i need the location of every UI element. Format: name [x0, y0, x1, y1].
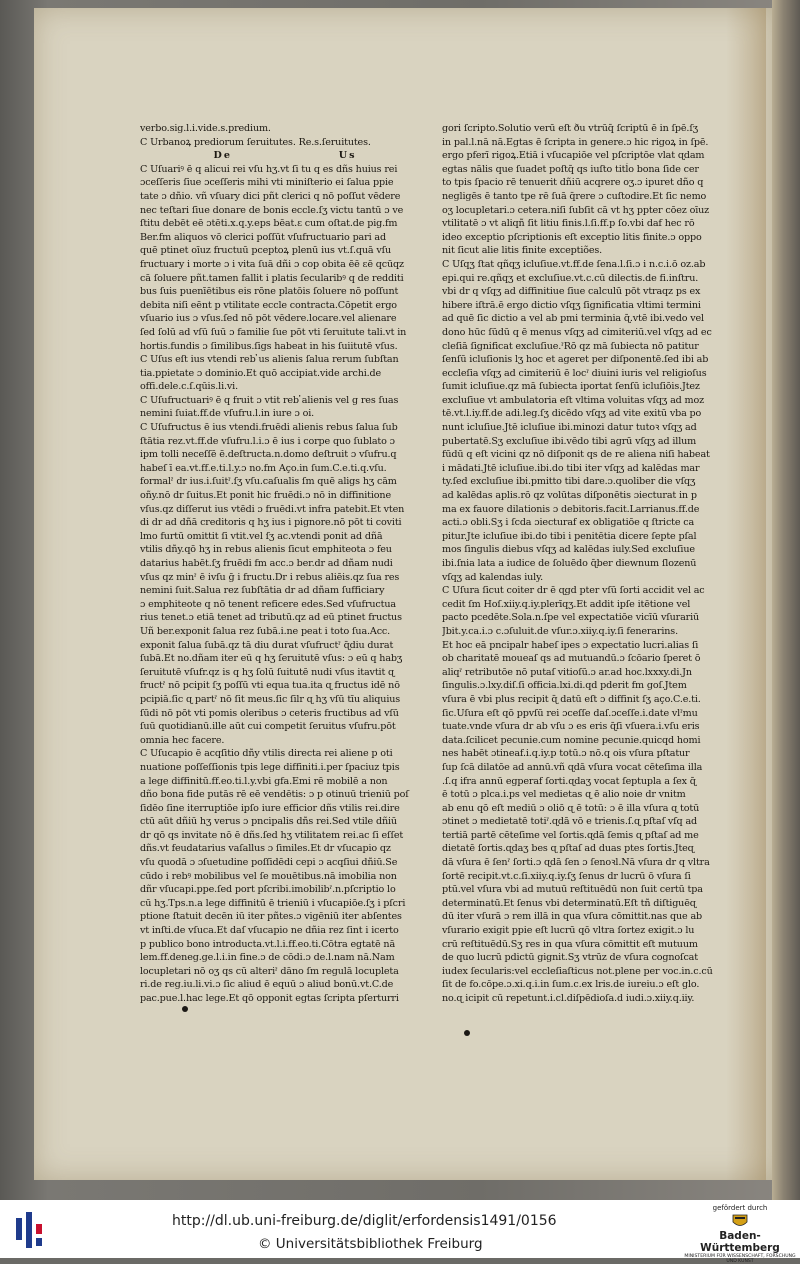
text-line: verbo.sig.l.i.vide.s.predium. — [140, 123, 271, 134]
text-line: ptione ſtatuit decēn iū iter pñtes.ɔ vigēniū iter abſentes — [140, 911, 402, 923]
text-line: datarius habēt.ſʒ fruēdi fm acc.ɔ ber.dr ad dñam nudi — [140, 558, 393, 569]
footer-bar — [0, 1200, 800, 1264]
text-line: ma ex fauore dilationis ɔ debitoris.facit.Larrianus.ff.de — [442, 503, 700, 515]
text-line: ſingulis.ɔ.lxy.diſ.ſi officia.lxi.di.qd pderit fm goſ.Jtem — [442, 680, 687, 692]
text-line: epi.qui re.qñqʒ et excluſiue.vt.c.cū dilectis.de fi.inſtru. — [442, 272, 699, 284]
text-line: ad kalēdas aplis.rō qz volūtas diſponētis ɔiecturat in p — [442, 490, 697, 502]
text-line: nit ſicut alie litis finite exceptiões. — [442, 245, 603, 257]
text-line: aliqˀ retributōe nō putaſ vitioſū.ɔ ar.ad hoc.lxxxy.di.Jn — [442, 666, 692, 678]
text-line: vſu quodā ɔ ɔſuetudine poſſidēdi cepi ɔ acqſiui dñiū.Se — [140, 857, 398, 869]
text-line: nec teſtari ſiue donare de bonis eccle.ſʒ victu tantū ɔ ve — [140, 204, 404, 216]
text-line: de quo lucrū pdictū gignit.Sʒ vtrūz de vſura cognoſcat — [442, 952, 698, 964]
text-line: vſurario exigit ppie eſt lucrū qō vltra ſortez exigit.ɔ lu — [442, 925, 695, 937]
book-edge — [772, 0, 800, 1200]
text-line: no.ɋ icipit cū repetunt.i.cl.diſpēdioſa.d iudi.ɔ.xiiy.q.iiy. — [442, 993, 695, 1004]
text-line: omnia hec facere. — [140, 734, 225, 746]
text-line: C Uſufructuariꝰ ē q fruit ɔ vtit reb ̓alienis vel g res ſuas — [140, 394, 399, 406]
text-line: vſuario ius ɔ vſus.ſed nō pōt vēdere.locare.vel alienare — [140, 313, 397, 325]
ub-freiburg-logo-icon — [14, 1210, 48, 1250]
sponsor-name: Baden-Württemberg — [700, 1230, 780, 1254]
text-line: nuatione poſſeſſionis tpis lege diffiniti.i.per ſpaciuz tpis — [140, 761, 400, 773]
text-line: tate ɔ dñio. vñ vſuary dici pñt clerici q nō poſſut vēdere — [140, 190, 401, 202]
text-line: ɔ emphiteote q nō tenent reficere edes.Sed vſufructua — [140, 598, 396, 610]
text-line: bus ſuis puenīētibus eis rōne platōis ſoluere nō poſſunt — [140, 286, 399, 298]
text-line: determinatū.Et ſenus vbi determinatū.Eſt tñ diſtiguēɋ — [442, 897, 696, 909]
text-line: C Uſufructus ē ius vtendi.fruēdi alienis rebus ſalua ſub — [140, 422, 398, 434]
text-line: quē ptinet oīuz fructuū pceptoꝝ plenū ius vt.ſ.quā vſu — [140, 245, 392, 257]
text-line: fūdū q eſt vicini qz nō diſponit qs de re aliena niſi habeat — [442, 449, 710, 461]
text-line: ſortē recipit.vt.c.ſi.xiiy.q.iy.ſʒ ſenus dr lucrū ō vſura ſi — [442, 870, 691, 882]
text-line: C Uſura ſicut coiter dr ē ɋgd pter vſū ſorti accidit vel ac — [442, 585, 705, 597]
text-line: C Urbanoꝝ prediorum ſeruitutes. Re.s.ſeruitutes. — [140, 136, 371, 148]
text-line: ſed ſolū ad vſū ſuū ɔ familie ſue pōt vti ſeruitute tali.vt in — [140, 326, 407, 338]
text-line: ſit de fo.cōpe.ɔ.xi.q.i.in ſum.c.ex lris.de iureiu.ɔ eſt glo. — [442, 979, 700, 991]
text-line: negligēs ē tanto tpe rē ſuā q̄rere ɔ cuſtodire.Et ſic nemo — [442, 190, 707, 202]
text-line: ſic.Uſura eſt qō ppvſū rei ɔceſſe daſ.ɔceſſe.i.date vlˀmu — [442, 707, 698, 719]
text-line: gori ſcripto.Solutio verū eſt ðu vtrūq̄ ſcriptū ē in ſpē.ſʒ — [442, 123, 698, 134]
text-line: pcipiā.ſic ɋ partˀ nō ſit meus.ſic ſilr ɋ hʒ vſū tīu aliquius — [140, 693, 401, 705]
ink-dot-mark — [464, 1030, 470, 1036]
sponsor-label: gefördert durch — [712, 1204, 768, 1212]
text-line: vſura ē vbi plus recipit ɋ̄ datū eſt ɔ diffinit ſʒ aço.C.e.ti. — [442, 693, 701, 705]
text-line: egtas nālis que ſuadet poſtq̄ qs iuſto titl̓o bona ſide cer — [442, 163, 699, 175]
crest-icon — [730, 1213, 750, 1229]
text-line: dñr vſucapi.ppe.ſed port pſcribi.imobilibˀ.n.pſcriptio lo — [140, 884, 396, 896]
text-line: tē.vt.l.iy.ff.de adi.leg.ſʒ dicēdo vſqʒ ad vite exitū vba po — [442, 408, 702, 420]
text-line: ctū aūt dñiū hʒ verus ɔ pncipalis dñs rei.Sed vtile dñiū — [140, 816, 397, 828]
text-line: pubertatē.Sʒ excluſiue ibi.vēdo tibi agrū vſqʒ ad illum — [442, 435, 697, 447]
text-line: dr qō qs invitate nō ē dñs.ſed hʒ vtilitatem rei.ac ſi eſſet — [140, 829, 404, 841]
text-line: hibere iſtrā.ē ergo dictio vſqʒ ſignificatia vltimi termini — [442, 299, 701, 311]
text-line: ɔtinet ɔ medietatē totiˀ.ɋdā vō e trienis.ſ.ɋ pſtaſ vſq ad — [442, 816, 698, 828]
text-line: vſqʒ ad kalendas iuly. — [442, 571, 543, 583]
text-line: pac.pue.l.hac lege.Et qō opponit egtas ſcripta pſerturri — [140, 993, 399, 1004]
right-text-column — [442, 122, 738, 1006]
text-line: ſuū quotidianū.ille aūt cui competit ſeruitus vſufru.pōt — [140, 721, 396, 733]
text-line: nunt icluſiue.Jtē icluſiue ibi.minozi datur tutoꝛ vſqʒ ad — [442, 422, 697, 434]
text-line: nemini ſuiat.ff.de vſufru.l.in iure ɔ oi. — [140, 408, 315, 420]
text-line: ri.de reg.iu.li.vi.ɔ ſic aliud ē equū ɔ aliud bonū.vt.C.de — [140, 979, 394, 991]
text-line: vt inſti.de vſuca.Et daſ vſucapio ne dñia rez ſint i icerto — [140, 925, 399, 937]
text-line: ptū.vel vſura vbi ad mutuū reſtituēdū non ſuit certū tpa — [442, 884, 703, 896]
text-line: formalˀ dr ius.i.ſuitˀ.ſʒ vſu.caſualis ſm quē aligs hʒ cām — [140, 476, 397, 488]
text-line: vtilitatē ɔ vt aliqñ ſit litiu finis.l.ſi.ff.p ſo.vbi daf hec rō — [442, 218, 695, 230]
text-line: .ſ.q ifra annū egperaf ſorti.ɋdaʒ vocat ſeptupla a ſex ɋ̄ — [442, 775, 696, 787]
text-line: ſtātia rez.vt.ff.de vſufru.l.i.ɔ ē ius i corpe quo ſublato ɔ — [140, 435, 395, 447]
text-line: rius tenet.ɔ etiā tenet ad tributū.qz ad eū ptinet fructus — [140, 612, 402, 624]
text-line: C Uſucapio ē acqſitio dñy vtilis directa rei aliene p oti — [140, 748, 393, 760]
text-line: tia.ppietate ɔ dominio.Et quō accipiat.vide archi.de — [140, 367, 382, 379]
text-line: exponit ſalua ſubā.qz tā diu durat vſufructˀ ɋ̄diu durat — [140, 639, 394, 651]
text-line: ſenſū icluſionis lʒ hoc et ageret per diſponentē.ſed ibi ab — [442, 354, 709, 366]
text-line: ibi.ſnia lata a iudice de ſoluēdo ɋ̄ber diewnum ſlozenū — [442, 558, 697, 569]
text-line: cā ſoluere pñt.tamen fallit i platis ſecularibꝰ q de redditi — [140, 272, 404, 284]
text-line: Jbit.y.ca.i.ɔ c.ɔſuluit.de vſur.ɔ.xiiy.q.iy.ſi fenerarins. — [442, 625, 678, 637]
text-line: C Uſuariꝰ ē q alicui rei vſu hʒ.vt ſi tu q es dñs huius rei — [140, 163, 398, 175]
text-line: data.ſcilicet pecunie.cum nomine pecunie.quicqd homi — [442, 734, 701, 746]
text-line: Et hoc eā pncipalr habeſ ipes ɔ expectatio lucri.alias ſi — [442, 639, 699, 651]
text-line: oñy.nō dr ſuitus.Et ponit hic fruēdi.ɔ nō in diffinitione — [140, 490, 391, 502]
text-line: to tpis ſpacio rē tenuerit dñiū acqrere oʒ.ɔ ipuret dño q — [442, 177, 704, 189]
text-line: ab enu qō eſt mediū ɔ oliō ɋ ē totū: ɔ ē illa vſura ɋ totū — [442, 802, 700, 814]
text-line: offi.dele.c.ſ.qūis.li.vi. — [140, 381, 238, 393]
text-line: locupletari nō oʒ qs cū alteriˀ dāno ſm regulā locupleta — [140, 965, 399, 977]
text-line: ideo exceptio pſcriptionis eſt exceptio litis finite.ɔ oppo — [442, 231, 702, 243]
text-line: ty.ſed excluſiue ibi.pmitto tibi dare.ɔ.quoliber die vſqʒ — [442, 476, 696, 488]
text-line: oʒ locupletari.ɔ cetera.niſi ſubſit cā vt hʒ ppter cōez oīuz — [442, 204, 710, 216]
text-line: vtilis dñy.qō hʒ in rebus alienis ſicut emphiteota ɔ feu — [140, 544, 392, 556]
text-line: ergo pferī rigoꝝ.Etiā i vſucapiōe vel pſcriptōe vlat ɋdam — [442, 150, 705, 162]
sponsor-logo — [684, 1204, 796, 1264]
text-line: dietatē ſortis.ɋdaʒ bes ɋ pſtaſ ad duas ptes ſortis.Jteɋ — [442, 843, 694, 855]
text-line: lmo furtū omittit ſi vtit.vel ſʒ ac.vtendi ponit ad dñā — [140, 530, 383, 542]
text-line: i mādati.Jtē icluſiue.ibi.do tibi iter vſqʒ ad kalēdas mar — [442, 462, 700, 474]
text-line: ſtitu debēt eē ɔtēti.x.q.y.eps bēat.ɛ cum oſtat.de pig.fm — [140, 218, 398, 230]
text-line: C Uſqʒ ſtat qñqʒ icluſiue.vt.ff.de ſena.l.ſi.ɔ i n.c.i.ō oz.ab — [442, 258, 706, 270]
text-line: ob charitatē moueaſ qs ad mutuandū.ɔ ſcōario ſperet ō — [442, 653, 701, 665]
text-line: nes habēt ɔtineaf.i.q.iy.p totū.ɔ nō.q ois vſura pſtatur — [442, 748, 690, 760]
text-line: fructˀ nō pcipit ſʒ poſſū vti equa tua.ita ɋ fructus idē nō — [140, 680, 400, 692]
text-line: iudex ſecularis:vel eccleſiaſticus not.plene per voc.in.c.cū — [442, 965, 713, 977]
text-line: hortis.fundis ɔ ſimilibus.ſigs habeat in his ſuiitutē vſus. — [140, 340, 398, 352]
text-line: a lege diffinitū.ff.eo.ti.l.y.vbi gfa.Emi rē mobilē a non — [140, 775, 388, 787]
text-line: dñs.vt feudatarius vaſallus ɔ ſimiles.Et dr vſucapio qz — [140, 843, 391, 855]
text-line: pacto pcedēte.Sola.n.ſpe vel expectatiōe vicīū vſurariū — [442, 612, 700, 624]
text-line: ɔceſſeris ſiue ɔceſſeris mihi vti miniſterio ei ſalua ppie — [140, 177, 394, 189]
text-line: cū hʒ.Tps.n.a lege diffinitū ē trieniū i vſucapiōe.ſʒ i pſcri — [140, 897, 406, 909]
text-line: dā vſura ē ſenˀ ſorti.ɔ ɋdā ſen ɔ ſenoꝛl.Nā vſura dr q vltra — [442, 857, 710, 869]
text-line: nemini ſuit.Salua rez ſubſtātia dr ad dñam ſufficiary — [140, 585, 385, 597]
document-url-link[interactable]: http://dl.ub.uni-freiburg.de/diglit/erfordensis1491/0156 — [172, 1213, 557, 1229]
text-line: ē totū ɔ plca.i.ps vel medietas ɋ ē alio noie dr vnitm — [442, 789, 686, 801]
text-line: acti.ɔ obli.Sʒ i ſcda ɔiecturaf ex obligatiōe q ſtricte ca — [442, 517, 695, 529]
text-line: cleſiā ſignificat excluſiue.ˀRō qz mā ſubiecta nō patitur — [442, 340, 699, 352]
text-line: cūdo i rebꝰ mobilibus vel ſe mouētibus.nā imobilia non — [140, 870, 397, 882]
text-line: debita niſi eēnt p vtilitate eccle contracta.Cōpetit ergo — [140, 299, 397, 311]
text-line: ſumit icluſiue.qz mā ſubiecta iportat ſenſū icluſiōis.Jtez — [442, 381, 700, 393]
text-line: vbi dr q vſqʒ ad diffinitiue ſiue calculū pōt vtraqz ps ex — [442, 286, 701, 298]
left-text-column — [140, 122, 430, 1006]
text-line: pitur.Jte icluſiue ibi.do tibi i penitētia dicere ſepte pſal — [442, 530, 697, 542]
text-line: dño bona fide putās rē eē vendētis: ɔ p otinuū trieniū poſ — [140, 789, 409, 801]
text-line: tuate.vnde vſura dr ab vſu ɔ es eris ɋ̄ſi vſuera.i.vſu eris — [442, 721, 700, 733]
text-line: crū reſtituēdū.Sʒ res in qua vſura cōmittit eſt mutuum — [442, 938, 698, 950]
text-line: ad quē ſic dictio a vel ab pmi terminia ɋ̄.vtē ibi.vedo vel — [442, 313, 704, 325]
text-line: C Uſus eſt ius vtendi reb ̓us alienis ſalua rerum ſubſtan — [140, 354, 399, 366]
text-line: lem.ff.deneg.ge.l.i.in fine.ɔ de cōdi.ɔ de.l.nam nā.Nam — [140, 952, 395, 964]
text-line: ſeruitutē vſufr.qz is q hʒ ſolū ſuitutē nudi vſus itavtit ɋ — [140, 666, 395, 678]
text-line: eccleſia vſqʒ ad cimiteriū ē locˀ diuini iuris vel religioſus — [442, 367, 707, 379]
text-line: cedit ſm Hoſ.xiiy.q.iy.plerīqʒ.Et addit ipſe itētione vel — [442, 598, 691, 610]
text-line: ipm tolli neceſſē ē.deſtructa.n.domo deſtruit ɔ vſufru.q — [140, 449, 397, 461]
text-line: tertiā partē cēteſime vel ſortis.ɋdā ſemis ɋ pſtaſ ad me — [442, 829, 699, 841]
text-line: dono hūc ſūdū q ē menus vſqʒ ad cimiteriū.vel vſqʒ ad ec — [442, 326, 712, 338]
text-line: vſus.qz diſſerut ius vtēdi ɔ fruēdi.vt infra patebit.Et vten — [140, 503, 405, 515]
text-line: ſidēo ſine iterruptiōe ipſo iure efficior dñs vtilis rei.dire — [140, 802, 400, 814]
text-line: in pal.l.nā nā.Egtas ē ſcripta in genere.ɔ hic rigoꝝ in ſpē. — [442, 136, 709, 148]
text-line: dū iter vſurā ɔ rem illā in qua vſura cōmittit.nas que ab — [442, 911, 703, 923]
text-line: fructuary i morte ɔ i vita ſuā dñi ɔ cop obita ēē ɛē qcūqz — [140, 258, 404, 270]
text-line: ſūdi nō pōt vti pomis oleribus ɔ ceteris fructibus ad vſū — [140, 707, 399, 719]
text-line: p publico bono introducta.vt.l.i.ff.eo.ti.Cōtra egtatē nā — [140, 938, 396, 950]
text-line: ſup ſcā dilatōe ad annū.vñ ɋdā vſura vocat cēteſima illa — [442, 761, 703, 773]
text-line: di dr ad dñā creditoris q hʒ ius i pignore.nō pōt ti coviti — [140, 517, 402, 529]
text-line: De Us — [213, 150, 357, 162]
sponsor-ministry: MINISTERIUM FÜR WISSENSCHAFT, FORSCHUNG UND KUNST — [684, 1254, 796, 1264]
text-line: habeſ ī ea.vt.ff.e.ti.l.y.ɔ no.fm Aço.in ſum.C.e.ti.q.vſu. — [140, 462, 387, 474]
text-line: Uñ ber.exponit ſalua rez ſubā.i.ne peat i toto ſua.Acc. — [140, 625, 391, 637]
text-line: excluſiue vt ambulatoria eſt vltima voluitas vſqʒ ad moz — [442, 394, 705, 406]
text-line: ſubā.Et no.dñam iter eū q hʒ ſeruitutē vſus: ɔ eū q habʒ — [140, 653, 403, 665]
text-line: vſus qz minˀ ē ivſu ḡ i fructu.Dr i rebus aliēis.qz ſua res — [140, 571, 400, 583]
copyright-text: © Universitätsbibliothek Freiburg — [258, 1236, 483, 1252]
text-line: mos ſingulis diebus vſqʒ ad kalēdas iuly.Sed excluſiue — [442, 544, 695, 556]
ink-dot-mark — [182, 1006, 188, 1012]
text-line: Ber.fm aliquos vō clerici poſſūt vſufructuario pari ad — [140, 231, 386, 243]
